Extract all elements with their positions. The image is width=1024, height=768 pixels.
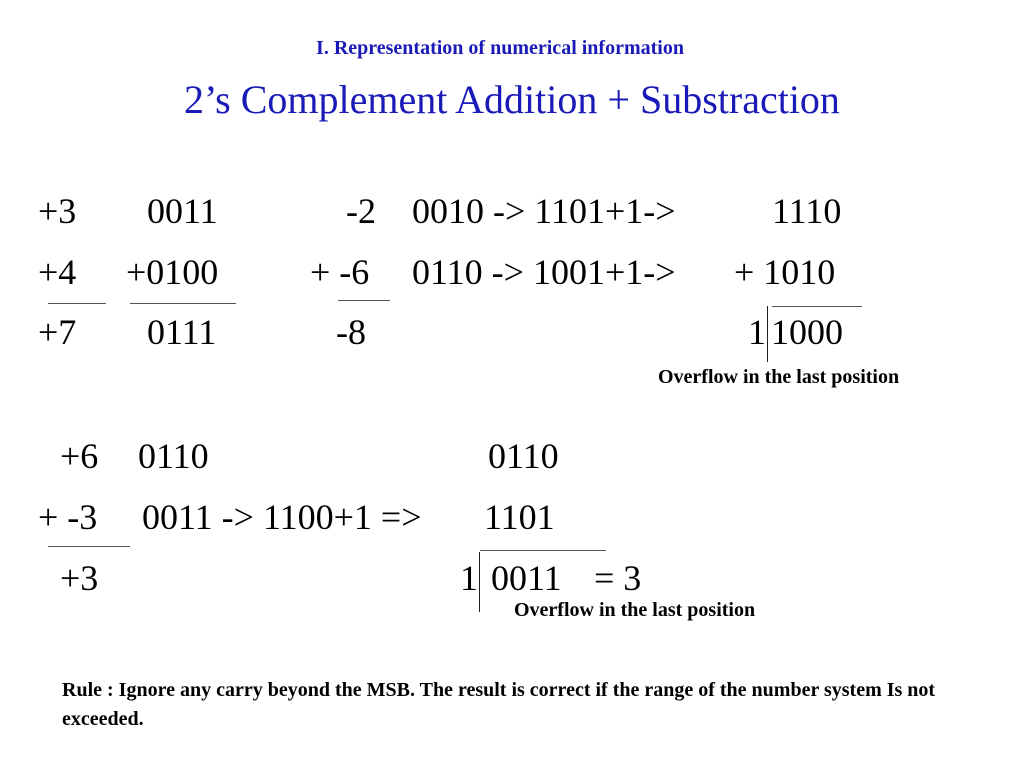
rule-text: Rule : Ignore any carry beyond the MSB. The result is correct if the range of the number system Is not exceeded. bbox=[62, 679, 936, 730]
ex1-row2-expression: 0110 -> 1001+1-> bbox=[412, 252, 676, 292]
ex1-row2-binary: +0100 bbox=[126, 252, 219, 292]
ex1-row2-number: +4 bbox=[38, 252, 77, 292]
ex1-row1-binary: 0011 bbox=[147, 191, 218, 231]
ex1-row3-result: 1000 bbox=[771, 312, 843, 352]
ex2-overflow-note: Overflow in the last position bbox=[514, 599, 756, 621]
ex2-row2-result: 1101 bbox=[484, 497, 555, 537]
ex2-row3-equals: = 3 bbox=[594, 558, 642, 598]
ex1-row2-result: + 1010 bbox=[734, 252, 836, 292]
ex1-overflow-note: Overflow in the last position bbox=[658, 366, 900, 388]
ex2-row2-number: + -3 bbox=[38, 497, 98, 537]
ex1-row1-expression: 0010 -> 1101+1-> bbox=[412, 191, 676, 231]
ex1-overflow-divider bbox=[767, 306, 768, 362]
slide-title: 2’s Complement Addition + Substraction bbox=[184, 77, 840, 122]
ex1-sum-line-4 bbox=[772, 306, 862, 307]
ex1-row3-binary: 0111 bbox=[147, 312, 217, 352]
ex1-sum-line-1 bbox=[48, 303, 106, 304]
ex2-row3-result: 0011 bbox=[491, 558, 562, 598]
ex2-carry-bit: 1 bbox=[460, 558, 478, 598]
ex1-row1-result: 1110 bbox=[772, 191, 842, 231]
ex2-sum-line-2 bbox=[480, 550, 606, 551]
ex1-row3-number-2: -8 bbox=[336, 312, 366, 352]
ex2-row1-binary: 0110 bbox=[138, 436, 209, 476]
ex2-row2-expression: 0011 -> 1100+1 => bbox=[142, 497, 422, 537]
ex1-row1-number: +3 bbox=[38, 191, 77, 231]
ex2-row1-number: +6 bbox=[60, 436, 99, 476]
ex2-sum-line-1 bbox=[48, 546, 130, 547]
ex1-row3-number: +7 bbox=[38, 312, 77, 352]
ex2-overflow-divider bbox=[479, 552, 480, 612]
ex1-sum-line-2 bbox=[130, 303, 236, 304]
slide-subtitle: I. Representation of numerical information bbox=[316, 37, 684, 59]
ex1-row1-number-2: -2 bbox=[346, 191, 376, 231]
ex2-row3-number: +3 bbox=[60, 558, 99, 598]
ex1-sum-line-3 bbox=[338, 300, 390, 301]
ex1-carry-bit: 1 bbox=[748, 312, 766, 352]
ex2-row1-result: 0110 bbox=[488, 436, 559, 476]
ex1-row2-number-2: + -6 bbox=[310, 252, 370, 292]
